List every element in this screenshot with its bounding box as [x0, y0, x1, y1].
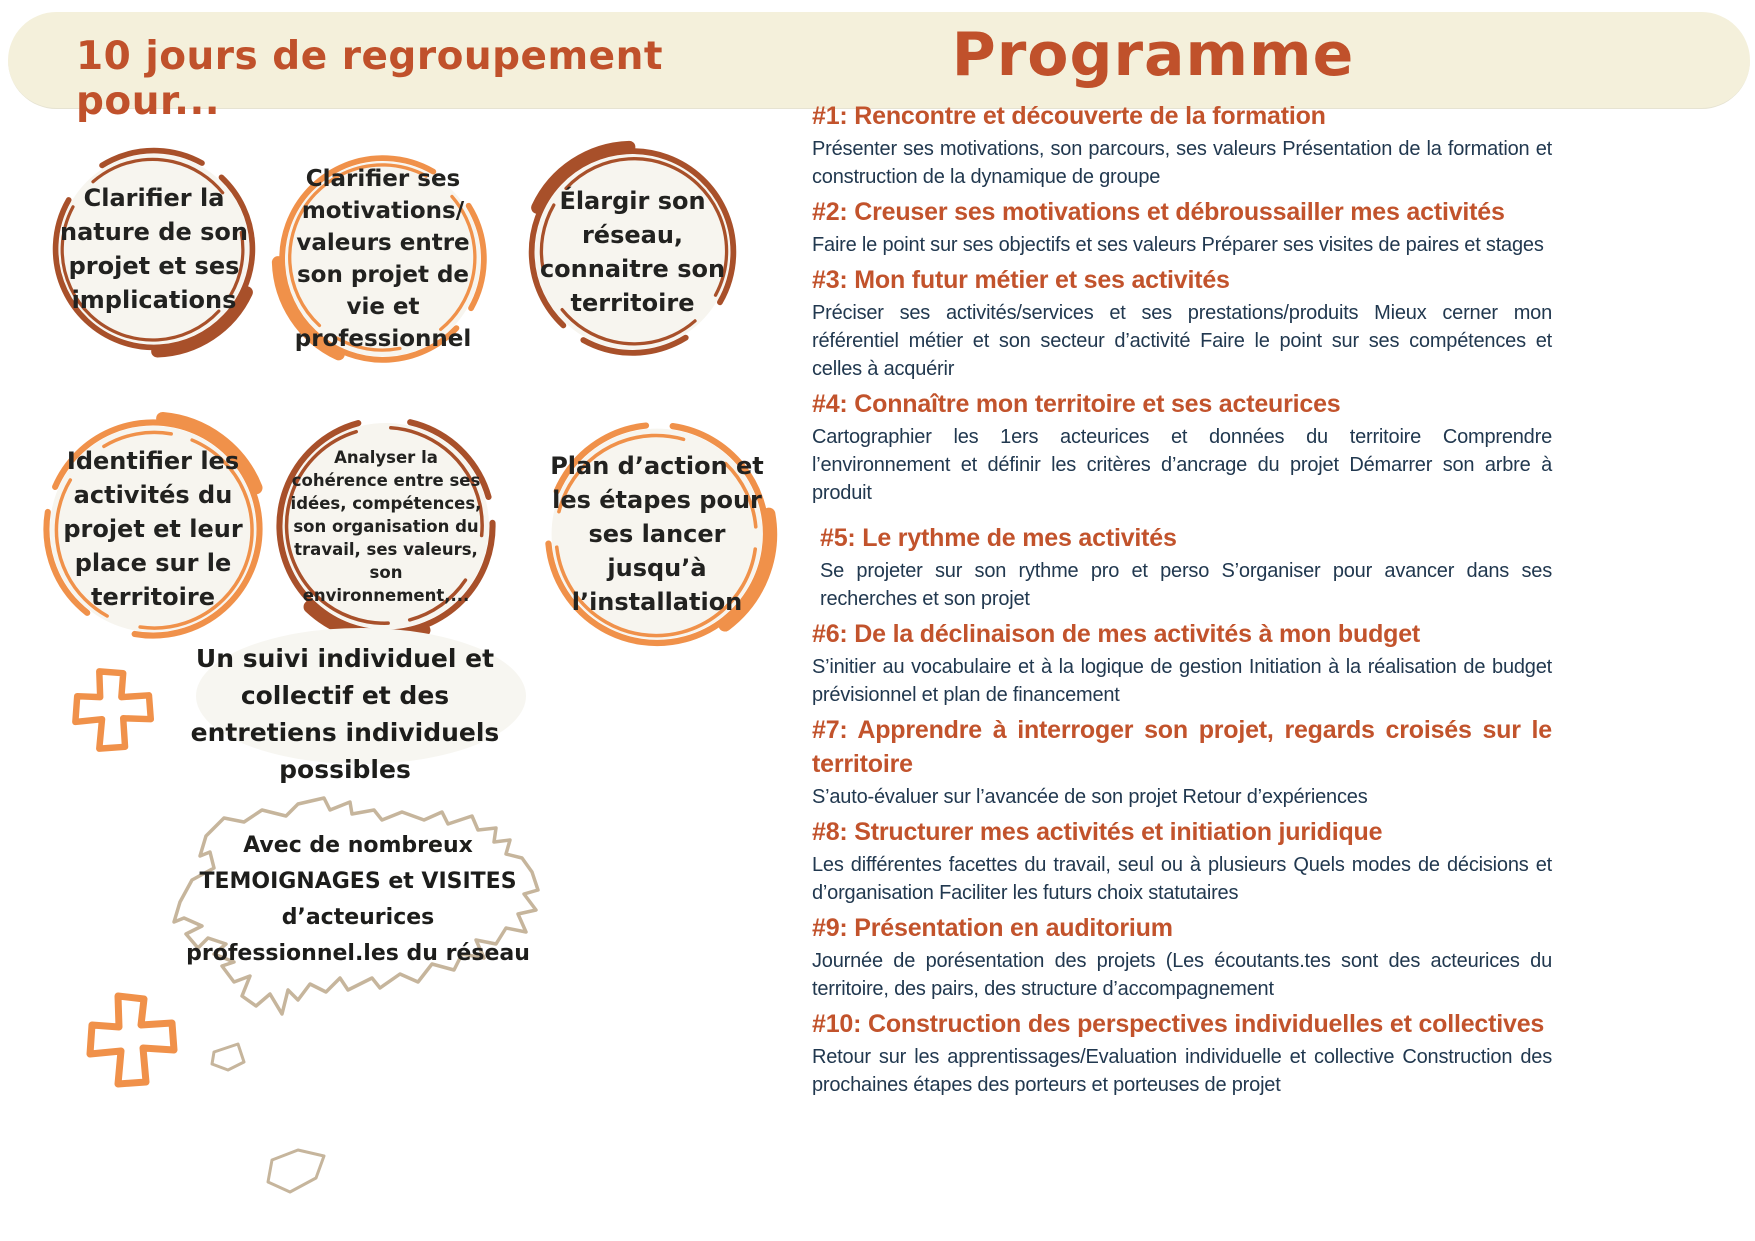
programme-list [812, 99, 1552, 1103]
programme-section-2 [812, 195, 1552, 259]
goal-circle-6 [512, 400, 802, 668]
goal-circle-5 [252, 395, 520, 657]
goal-circle-1 [28, 128, 280, 370]
goal-circle-3 [505, 128, 760, 376]
programme-section-1 [812, 99, 1552, 191]
plus-icon [68, 662, 160, 758]
programme-section-7 [812, 713, 1552, 811]
programme-section-4 [812, 387, 1552, 507]
programme-section-heading: #1: Rencontre et découverte de la formation [812, 102, 1326, 130]
goal-circle-label: Identifier les activités du projet et leur place sur le territoire [63, 447, 243, 611]
programme-section-body: Présenter ses motivations, son parcours, ses valeurs Présentation de la formation et construction de la dynamique de groupe [812, 138, 1552, 188]
programme-section-heading: #7: Apprendre à interroger son projet, regards croisés sur le territoire [812, 716, 1552, 778]
programme-section-heading: #3: Mon futur métier et ses activités [812, 266, 1230, 294]
programme-section-body: Se projeter sur son rythme pro et perso S’organiser pour avancer dans ses recherches et son projet [820, 560, 1552, 610]
programme-section-heading: #5: Le rythme de mes activités [820, 524, 1177, 552]
programme-section-heading: #9: Présentation en auditorium [812, 914, 1173, 942]
temoignages-note: Avec de nombreux TEMOIGNAGES et VISITES d’acteurices professionnel.les du réseau [186, 833, 530, 966]
page-title-programme: Programme [951, 20, 1355, 90]
programme-section-body: Préciser ses activités/services et ses prestations/produits Mieux cerner mon référentiel métier et son secteur d’activité Faire le point sur ses compétences et celles à acquérir [812, 302, 1552, 380]
goal-circle-2 [258, 135, 508, 383]
programme-section-body: Retour sur les apprentissages/Evaluation individuelle et collective Construction des prochaines étapes des porteurs et porteuses de projet [812, 1046, 1552, 1096]
programme-section-body: Faire le point sur ses objectifs et ses valeurs Préparer ses visites de paires et stages [812, 234, 1544, 256]
programme-section-heading: #6: De la déclinaison de mes activités à mon budget [812, 620, 1421, 648]
programme-section-body: Les différentes facettes du travail, seul ou à plusieurs Quels modes de décisions et d’organisation Faciliter les futurs choix statutaires [812, 854, 1552, 904]
programme-section-3 [812, 263, 1552, 383]
goal-circle-label: Clarifier la nature de son projet et ses implications [60, 184, 248, 314]
goal-circle-4 [18, 398, 288, 660]
goal-circle-label: Plan d’action et les étapes pour ses lancer jusqu’à l’installation [550, 452, 764, 616]
programme-section-body: S’auto-évaluer sur l’avancée de son projet Retour d’expériences [812, 786, 1368, 808]
programme-section-10 [812, 1007, 1552, 1099]
programme-section-heading: #4: Connaître mon territoire et ses acteurices [812, 390, 1341, 418]
brittany-map-outline [140, 752, 550, 1232]
plus-icon [82, 988, 182, 1092]
programme-section-heading: #8: Structurer mes activités et initiation juridique [812, 818, 1383, 846]
programme-section-body: Cartographier les 1ers acteurices et données du territoire Comprendre l’environnement et définir les critères d’ancrage du projet Démarrer son arbre à produit [812, 426, 1552, 504]
suivi-note: Un suivi individuel et collectif et des entretiens individuels possibles [190, 644, 500, 784]
goal-circle-label: Analyser la cohérence entre ses idées, compétences, son organisation du travail, ses valeurs, son environnement,... [290, 447, 482, 605]
programme-section-9 [812, 911, 1552, 1003]
programme-section-body: Journée de porésentation des projets (Les écoutants.tes sont des acteurices du territoire, des pairs, des structure d’accompagnement [812, 950, 1552, 1000]
goal-circle-label: Clarifier ses motivations/ valeurs entre son projet de vie et professionnel [294, 166, 472, 352]
programme-section-body: S’initier au vocabulaire et à la logique de gestion Initiation à la réalisation de budget prévisionnel et plan de financement [812, 656, 1552, 706]
programme-section-5 [812, 521, 1552, 613]
programme-section-heading: #2: Creuser ses motivations et débroussailler mes activités [812, 198, 1505, 226]
programme-section-heading: #10: Construction des perspectives individuelles et collectives [812, 1010, 1545, 1038]
goal-circle-label: Élargir son réseau, connaitre son territoire [539, 187, 726, 317]
page-title-left: 10 jours de regroupement pour... [76, 34, 664, 124]
programme-section-6 [812, 617, 1552, 709]
programme-section-8 [812, 815, 1552, 907]
